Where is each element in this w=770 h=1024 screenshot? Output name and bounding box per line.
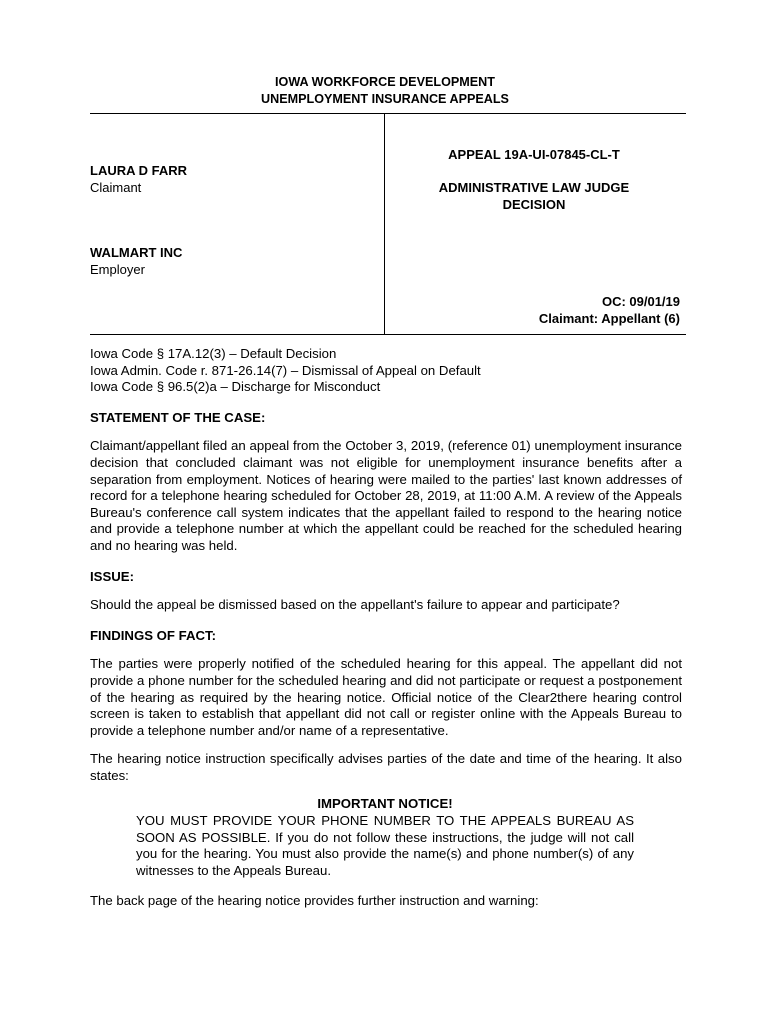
caption-top-rule bbox=[90, 113, 686, 114]
citation: Iowa Code § 17A.12(3) – Default Decision bbox=[90, 346, 337, 361]
findings-heading: FINDINGS OF FACT: bbox=[90, 627, 217, 643]
findings-paragraph-2: The hearing notice instruction specifically advises parties of the date and time of the hearing. It also states: bbox=[90, 751, 682, 783]
decision-body bbox=[90, 346, 682, 922]
employer-party bbox=[90, 245, 182, 278]
decision-title-line2: DECISION bbox=[502, 196, 566, 212]
claimant-party bbox=[90, 163, 187, 196]
decision-title-line1: ADMINISTRATIVE LAW JUDGE bbox=[438, 180, 630, 195]
notice-text: YOU MUST PROVIDE YOUR PHONE NUMBER TO THE APPEALS BUREAU AS SOON AS POSSIBLE. If you do not follow these instructions, the judge will not call you for the hearing. You must also provide the name(s) and phone number(s) of any witnesses to the Appeals Bureau. bbox=[136, 813, 634, 878]
citations bbox=[90, 346, 682, 396]
issue-heading: ISSUE: bbox=[90, 568, 134, 584]
citation: Iowa Code § 96.5(2)a – Discharge for Misconduct bbox=[90, 379, 381, 395]
employer-role: Employer bbox=[90, 261, 145, 277]
findings-paragraph-3: The back page of the hearing notice provides further instruction and warning: bbox=[90, 893, 539, 909]
employer-name: WALMART INC bbox=[90, 245, 183, 260]
agency-name: IOWA WORKFORCE DEVELOPMENT bbox=[275, 75, 495, 89]
oc-date: OC: 09/01/19 bbox=[601, 294, 680, 309]
appeal-number: APPEAL 19A-UI-07845-CL-T bbox=[448, 147, 620, 162]
important-notice-block bbox=[136, 796, 634, 879]
caption-bottom-rule bbox=[90, 334, 686, 335]
statement-paragraph: Claimant/appellant filed an appeal from the October 3, 2019, (reference 01) unemployment insurance decision that concluded claimant was not eligible for unemployment insurance benefits after a separation from employment. Notices of hearing were mailed to the parties' last known addresses of record for a telephone hearing scheduled for October 28, 2019, at 11:00 A.M. A review of the Appeals Bureau's conference call system indicates that the appellant failed to respond to the hearing notice and provide a telephone number at which the appellant could be reached for the scheduled hearing and no hearing was held. bbox=[90, 438, 682, 553]
findings-paragraph-1: The parties were properly notified of the scheduled hearing for this appeal. The appellant did not provide a phone number for the scheduled hearing and did not participate or request a postponement of the hearing as required by the hearing notice. Official notice of the Clear2there hearing control screen is taken to establish that appellant did not call or register online with the Appeals Bureau to provide a telephone number and/or name of a representative. bbox=[90, 656, 682, 738]
issue-paragraph: Should the appeal be dismissed based on the appellant's failure to appear and participate? bbox=[90, 597, 620, 613]
claimant-role: Claimant bbox=[90, 179, 142, 195]
division-name: UNEMPLOYMENT INSURANCE APPEALS bbox=[261, 92, 509, 106]
claimant-name: LAURA D FARR bbox=[90, 163, 188, 178]
claimant-appellant: Claimant: Appellant (6) bbox=[538, 310, 680, 326]
oc-block bbox=[539, 294, 680, 327]
document-header bbox=[0, 74, 770, 108]
caption-divider bbox=[384, 113, 385, 335]
case-caption bbox=[90, 113, 686, 335]
decision-title bbox=[386, 180, 682, 213]
notice-title: IMPORTANT NOTICE! bbox=[317, 796, 453, 812]
citation: Iowa Admin. Code r. 871-26.14(7) – Dismissal of Appeal on Default bbox=[90, 362, 481, 378]
statement-heading: STATEMENT OF THE CASE: bbox=[90, 409, 266, 425]
